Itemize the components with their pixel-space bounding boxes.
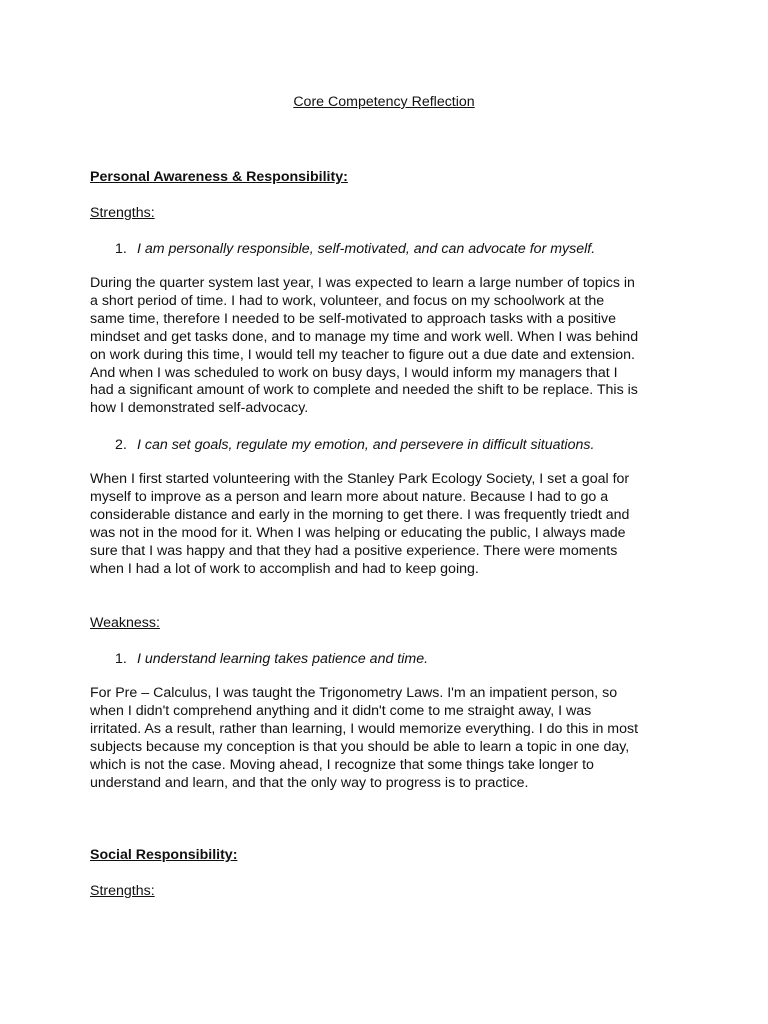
strengths-label: Strengths: [90,205,155,221]
list-item [115,436,594,454]
paragraph-line: when I had a lot of work to accomplish and had to keep going. [90,560,479,577]
paragraph-line: During the quarter system last year, I was expected to learn a large number of topics in [90,275,635,291]
paragraph-line: how I demonstrated self-advocacy. [90,400,309,417]
section-heading-social-responsibility: Social Responsibility: [90,847,238,863]
list-statement: I am personally responsible, self-motivated, and can advocate for myself. [137,241,596,257]
paragraph-line: which is not the case. Moving ahead, I recognize that some things take longer to [90,756,594,773]
paragraph-line: myself to improve as a person and learn more about nature. Because I had to go a [90,488,609,505]
paragraph-line: a short period of time. I had to work, volunteer, and focus on my schoolwork at the [90,292,605,309]
paragraph [90,685,688,792]
paragraph-line: same time, therefore I needed to be self-motivated to approach tasks with a positive [90,310,617,327]
paragraph-line: understand and learn, and that the only way to progress is to practice. [90,774,529,791]
paragraph [90,471,688,578]
paragraph-line: considerable distance and early in the morning to get there. I was frequently triedt and [90,506,630,523]
list-number: 1. [115,651,127,667]
paragraph [90,275,688,418]
paragraph-line: irritated. As a result, rather than learning, I would memorize everything. I do this in most [90,720,639,737]
paragraph-line: had a significant amount of work to complete and needed the shift to be replace. This is [90,382,638,399]
document-title: Core Competency Reflection [293,94,475,110]
paragraph-line: sure that I was happy and that they had a positive experience. There were moments [90,542,618,559]
list-statement: I understand learning takes patience and time. [137,651,429,667]
paragraph-line: And when I was scheduled to work on busy days, I would inform my managers that I [90,364,618,381]
strengths-label: Strengths: [90,883,155,899]
list-number: 1. [115,241,127,257]
section-heading-personal-awareness: Personal Awareness & Responsibility: [90,169,348,185]
paragraph-line: When I first started volunteering with the Stanley Park Ecology Society, I set a goal for [90,471,630,487]
list-item [115,240,595,258]
paragraph-line: For Pre – Calculus, I was taught the Trigonometry Laws. I'm an impatient person, so [90,685,618,701]
paragraph-line: mindset and get tasks done, and to manage my time and work well. When I was behind [90,328,639,345]
list-item [115,650,428,668]
paragraph-line: was not in the mood for it. When I was helping or educating the public, I always made [90,524,626,541]
paragraph-line: when I didn't comprehend anything and it didn't come to me straight away, I was [90,702,592,719]
paragraph-line: subjects because my conception is that you should be able to learn a topic in one day, [90,738,630,755]
weakness-label: Weakness: [90,615,160,631]
list-statement: I can set goals, regulate my emotion, and persevere in difficult situations. [137,437,595,453]
paragraph-line: on work during this time, I would tell my teacher to figure out a due date and extension. [90,346,635,363]
list-number: 2. [115,437,127,453]
